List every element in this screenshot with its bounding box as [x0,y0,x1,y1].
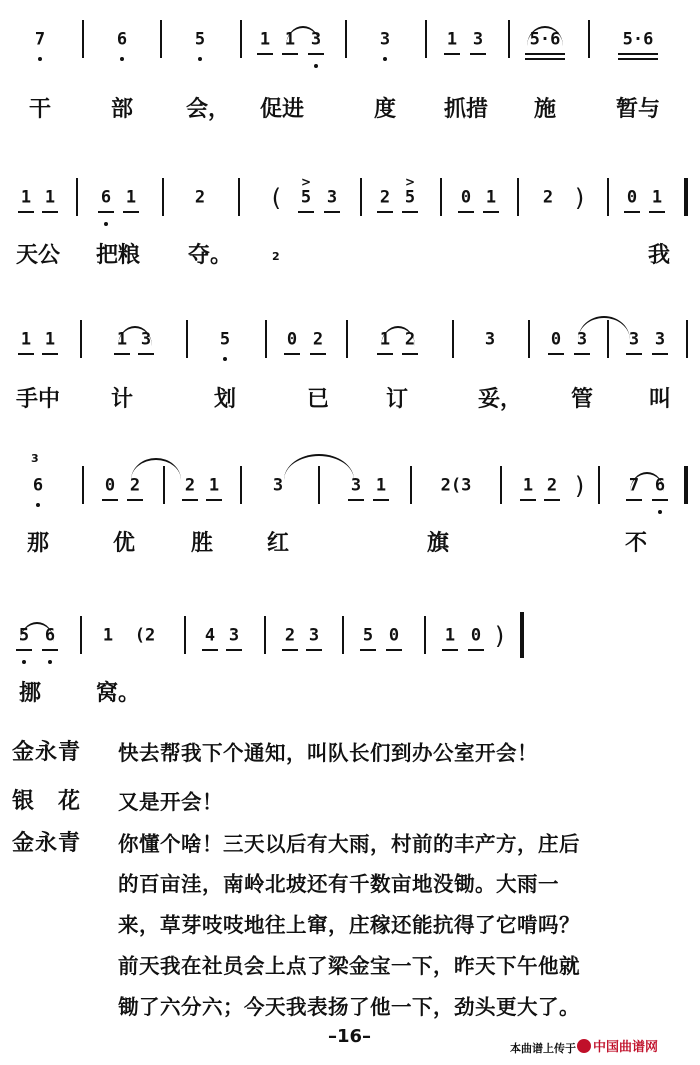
lyric: 不 [624,531,648,556]
lyric: 会， [185,97,231,122]
barline [186,320,188,358]
barline [588,20,590,58]
notation-line-1: 7 6 5 1 1 3 3 1 3 5·6 5·6 [0,20,700,90]
dialogue-line: 来，草芽吱吱地往上窜，庄稼还能抗得了它啃吗？ [118,913,580,937]
barline [500,466,502,504]
barline [440,178,442,216]
dialogue-line: 锄了六分六；今天我表扬了他一下，劲头更大了。 [118,995,580,1019]
lyric: 计 [110,387,134,412]
logo-icon [577,1039,591,1053]
barline [686,320,688,358]
barline [80,616,82,654]
barline [80,320,82,358]
slur [131,458,181,480]
dialogue-line: 又是开会！ [118,790,223,814]
lyric: 干 [28,97,52,122]
speaker-name: 金永青 [12,831,82,856]
lyric: 挪 [18,681,42,706]
site-logo-text: 中国曲谱网 [593,1040,659,1055]
lyric: 天公 [15,243,61,268]
barline [184,616,186,654]
barline [264,616,266,654]
barline [528,320,530,358]
dialogue-line: 前天我在社员会上点了梁金宝一下，昨天下午他就 [118,954,580,978]
barline [238,178,240,216]
speaker-name: 银 花 [12,789,82,814]
lyric: 叫 [648,387,672,412]
barline [598,466,600,504]
lyric: 旗 [426,531,450,556]
notation-line-3: 1 1 1 3 5 0 2 1 2 3 0 3 3 3 [0,320,700,390]
page-number: –16– [328,1026,372,1047]
barline [76,178,78,216]
dialogue-line: 的百亩洼，南岭北坡还有千数亩地没锄。大雨一 [118,872,559,896]
lyric: 手中 [15,387,61,412]
barline [342,616,344,654]
lyrics-line-4 [0,526,700,596]
lyric: 划 [213,387,237,412]
lyric: 夺。 [187,243,233,268]
barline [452,320,454,358]
notation-line-5: 5 6 1 (2 4 3 2 3 5 0 1 0 ) [0,616,700,686]
lyric: 暂与 [615,97,661,122]
barline [607,320,609,358]
barline [684,466,688,504]
barline [410,466,412,504]
lyric: 胜 [190,531,214,556]
dialogue-line: 快去帮我下个通知，叫队长们到办公室开会！ [118,741,538,765]
lyrics-line-2 [0,238,700,308]
lyric: 抓措 [443,97,489,122]
barline [425,20,427,58]
lyric: 施 [533,97,557,122]
barline [240,20,242,58]
slur [578,316,630,340]
barline [160,20,162,58]
lyric: 促进 [259,97,305,122]
site-logo [577,1036,658,1055]
barline [240,466,242,504]
grace-mark: 2 [272,250,280,263]
grace-mark: 3 [31,452,39,465]
notation-line-4: 3 6 0 2 2 1 3 3 1 2(3 1 2 ) 7 6 [0,466,700,536]
lyrics-line-1 [0,92,700,162]
lyric: 管 [570,387,594,412]
barline [424,616,426,654]
barline [346,320,348,358]
lyric: 窝。 [95,681,141,706]
barline [360,178,362,216]
lyric: 部 [110,97,134,122]
lyric: 订 [385,387,409,412]
barline [318,466,320,504]
barline [163,466,165,504]
upload-credit: 本曲谱上传于 [510,1042,576,1055]
lyric: 那 [26,531,50,556]
barline [345,20,347,58]
barline [684,178,688,216]
lyric: 已 [306,387,330,412]
lyrics-line-3 [0,382,700,452]
dialogue-line: 你懂个啥！三天以后有大雨，村前的丰产方，庄后 [118,832,580,856]
lyric: 我 [647,243,671,268]
barline [517,178,519,216]
lyric: 优 [112,531,136,556]
notation-line-2: 1 1 6 1 2 ( 5 > 3 2 5 > 0 1 2 ) 0 1 [0,178,700,248]
barline [162,178,164,216]
barline [265,320,267,358]
lyric: 红 [266,531,290,556]
barline [607,178,609,216]
barline [82,466,84,504]
barline [82,20,84,58]
lyric: 度 [373,97,397,122]
barline [508,20,510,58]
barline [520,612,524,658]
lyric: 妥， [477,387,523,412]
lyric: 把粮 [95,243,141,268]
speaker-name: 金永青 [12,740,82,765]
